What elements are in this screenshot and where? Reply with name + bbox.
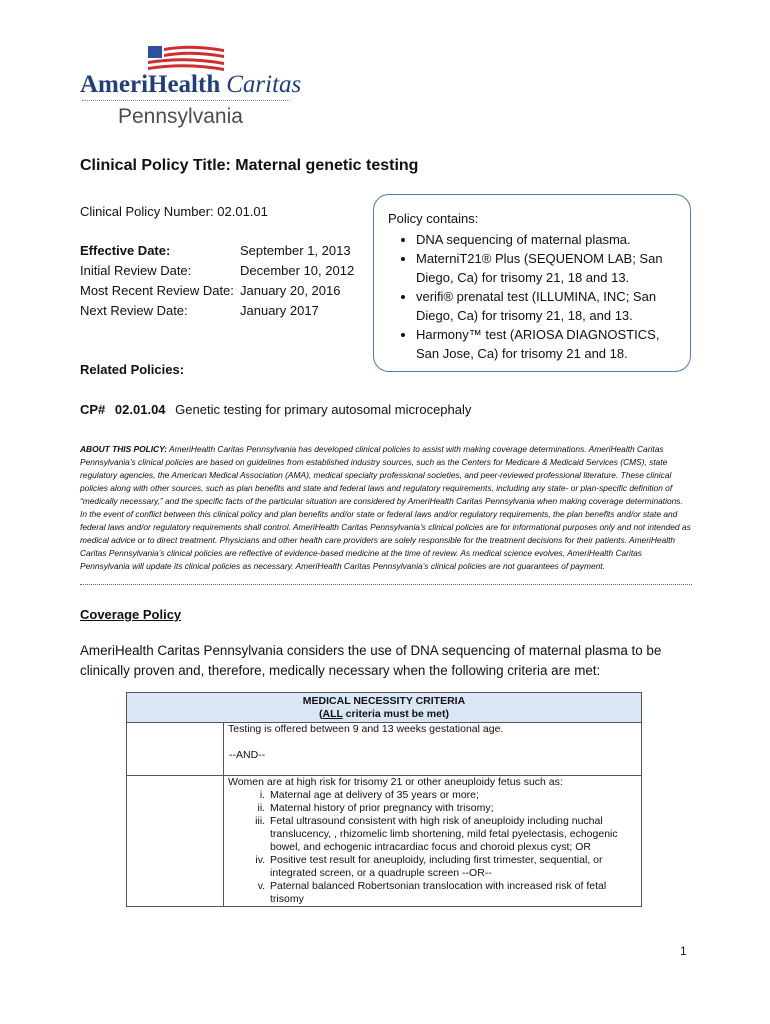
list-item: ii. Maternal history of prior pregnancy with trisomy; (268, 802, 641, 815)
about-label: ABOUT THIS POLICY: (80, 444, 168, 454)
table-cell (224, 776, 642, 907)
table-cell (224, 723, 642, 776)
page-number: 1 (680, 944, 687, 958)
policy-contains-box (373, 194, 691, 372)
flag-stripes-icon (146, 44, 226, 74)
table-header-row (127, 693, 642, 723)
coverage-policy-text: AmeriHealth Caritas Pennsylvania considers the use of DNA sequencing of maternal plasma to be clinically proven and, therefore, medically necessary when the following criteria are met: (80, 643, 662, 678)
cp-title: Genetic testing for primary autosomal microcephaly (175, 402, 472, 417)
coverage-policy-heading: Coverage Policy (80, 607, 182, 622)
date-label: Initial Review Date: (80, 263, 192, 278)
list-item: • DNA sequencing of maternal plasma. (416, 230, 676, 249)
date-row-initial-review (80, 261, 354, 281)
date-value: December 10, 2012 (240, 263, 355, 278)
policy-contains-list (388, 230, 676, 363)
related-policies-heading: Related Policies: (80, 362, 185, 377)
date-label: Most Recent Review Date: (80, 283, 234, 298)
logo-brand-bold: AmeriHealth (80, 71, 221, 98)
section-divider (80, 584, 692, 585)
date-row-effective (80, 241, 354, 261)
list-item: • verifi® prenatal test (ILLUMINA, INC; San Diego, Ca) for trisomy 21, 18, and 13. (416, 287, 676, 325)
list-item: v. Paternal balanced Robertsonian translocation with increased risk of fetal trisomy (268, 880, 641, 906)
related-policy-entry (80, 402, 471, 417)
date-value: September 1, 2013 (240, 243, 351, 258)
criteria-and: --AND-- (229, 749, 266, 761)
criteria-all: ALL (322, 708, 343, 720)
criteria-risk-intro: Women are at high risk for trisomy 21 or other aneuploidy fetus such as: (228, 776, 563, 788)
logo-divider (82, 100, 290, 101)
table-row (127, 723, 642, 776)
medical-necessity-table (126, 692, 642, 907)
logo-brand-italic: Caritas (226, 71, 302, 98)
criteria-risk-list (228, 789, 641, 906)
cp-prefix: CP# (80, 402, 106, 417)
list-item: • MaterniT21® Plus (SEQUENOM LAB; San Diego, Ca) for trisomy 21, 18 and 13. (416, 249, 676, 287)
criteria-heading: MEDICAL NECESSITY CRITERIA (302, 695, 466, 707)
table-row (127, 776, 642, 907)
list-item: iv. Positive test result for aneuploidy, including first trimester, sequential, or integrated screen, or a quadruple screen --OR-- (268, 854, 641, 880)
about-this-policy (80, 443, 692, 573)
cp-number: 02.01.04 (114, 402, 166, 417)
date-label: Effective Date: (80, 243, 171, 258)
policy-dates (80, 241, 354, 321)
table-header (127, 693, 642, 723)
list-item: • Harmony™ test (ARIOSA DIAGNOSTICS, San Jose, Ca) for trisomy 21 and 18. (416, 325, 676, 363)
logo-wordmark (80, 72, 301, 97)
table-cell-empty (127, 776, 224, 907)
policy-number: Clinical Policy Number: 02.01.01 (80, 204, 268, 219)
about-text: AmeriHealth Caritas Pennsylvania has developed clinical policies to assist with making coverage determinations. AmeriHealth Caritas Pennsylvania’s clinical policies are based on guidelines from established industry sources, such as the Centers for Medicare & Medicaid Services (CMS), state regulatory agencies, the American Medical Association (AMA), medical specialty professional societies, and peer-reviewed professional literature. These clinical policies along with other sources, such as plan benefits and state and federal laws and regulatory requirements, including any state- or plan-specific definition of “medically necessary,” and the specific facts of the particular situation are considered by AmeriHealth Caritas Pennsylvania when making coverage determinations. In the event of conflict between this clinical policy and plan benefits and/or state or federal laws and/or regulatory requirements, the plan benefits and/or state and federal laws and/or regulatory requirements shall control. AmeriHealth Caritas Pennsylvania’s clinical policies are for informational purposes only and not intended as medical advice or to direct treatment. Physicians and other health care providers are solely responsible for the treatment decisions for their patients. AmeriHealth Caritas Pennsylvania’s clinical policies are reflective of evidence-based medicine at the time of review. As medical science evolves, AmeriHealth Caritas Pennsylvania will update its clinical policies as necessary. AmeriHealth Caritas Pennsylvania’s clinical policies are not guarantees of payment. (80, 444, 691, 571)
amerihealth-logo (80, 44, 310, 134)
criteria-subheading: (ALL criteria must be met) (319, 708, 449, 720)
table-cell-empty (127, 723, 224, 776)
date-label: Next Review Date: (80, 303, 188, 318)
list-item: iii. Fetal ultrasound consistent with high risk of aneuploidy including nuchal translucency, , rhizomelic limb shortening, mild fetal pyelectasis, echogenic bowel, and echogenic intracardiac focus and choroid plexus cyst; OR (268, 815, 641, 854)
list-item: i. Maternal age at delivery of 35 years or more; (268, 789, 641, 802)
date-value: January 2017 (240, 303, 319, 318)
criteria-gestational-age: Testing is offered between 9 and 13 weeks gestational age. (228, 723, 504, 735)
policy-title: Clinical Policy Title: Maternal genetic testing (80, 157, 419, 174)
date-row-next-review (80, 301, 354, 321)
policy-contains-heading: Policy contains: (388, 211, 479, 226)
date-value: January 20, 2016 (240, 283, 341, 298)
logo-region: Pennsylvania (118, 105, 243, 128)
date-row-recent-review (80, 281, 354, 301)
